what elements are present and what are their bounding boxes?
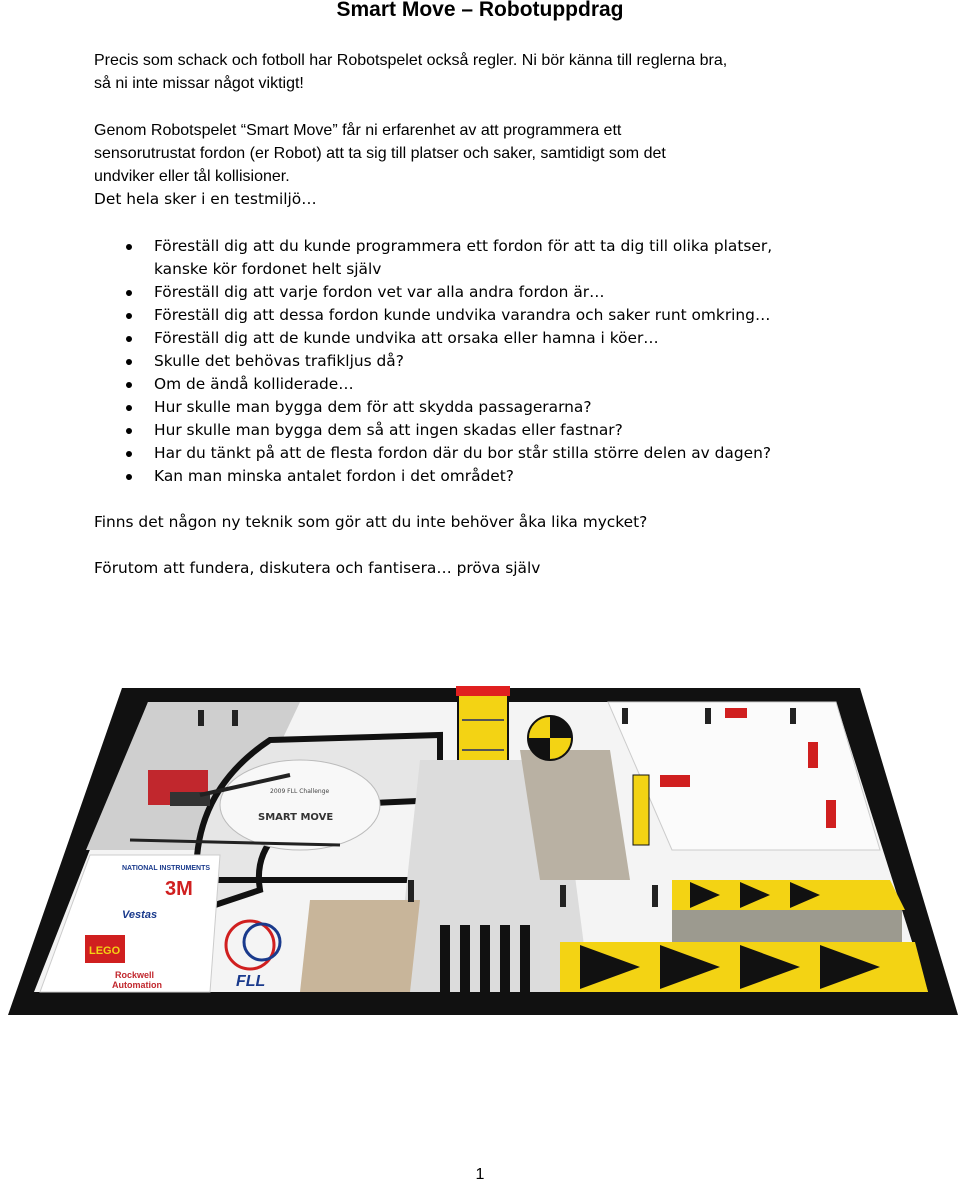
description-paragraph [94, 119, 874, 188]
page-title: Smart Move – Robotuppdrag [336, 0, 624, 21]
list-item: Kan man minska antalet fordon i det området? [94, 465, 934, 488]
list-item: Föreställ dig att varje fordon vet var alla andra fordon är… [94, 281, 934, 304]
yield-target [528, 716, 572, 760]
stone-strip [672, 910, 902, 942]
list-item: Föreställ dig att du kunde programmera ett fordon för att ta dig till olika platser, kanske kör fordonet helt själv [94, 235, 934, 281]
bullet-icon [126, 382, 132, 388]
bullet-icon [126, 244, 132, 250]
description-line-2: sensorutrustat fordon (er Robot) att ta sig till platser och saker, samtidigt som det [94, 145, 666, 162]
question-list [94, 235, 934, 488]
list-item: Föreställ dig att de kunde undvika att orsaka eller hamna i köer… [94, 327, 934, 350]
ni-logo-text: NATIONAL INSTRUMENTS [122, 865, 211, 872]
bullet-icon [126, 359, 132, 365]
bullet-icon [126, 474, 132, 480]
yellow-barrier [633, 775, 649, 845]
threem-logo-text: 3M [165, 878, 193, 900]
smart-move-label: SMART MOVE [258, 812, 334, 823]
bullet-icon [126, 428, 132, 434]
intro-paragraph [94, 49, 874, 95]
tech-question: Finns det någon ny teknik som gör att du inte behöver åka lika mycket? [94, 513, 648, 531]
rockwell-logo-text-2: Automation [112, 980, 162, 990]
list-item: Skulle det behövas trafikljus då? [94, 350, 934, 373]
bullet-icon [126, 313, 132, 319]
red-marker [826, 800, 836, 828]
bridge-red-end [456, 686, 510, 696]
bullet-icon [126, 451, 132, 457]
description-line-3: undviker eller tål kollisioner. [94, 168, 290, 185]
red-marker [808, 742, 818, 768]
red-marker [725, 708, 747, 718]
environment-line: Det hela sker i en testmiljö… [94, 190, 317, 208]
page-number: 1 [475, 1166, 485, 1183]
terrain-area [300, 900, 420, 992]
robot-mat-illustration [0, 680, 960, 1030]
list-item: Hur skulle man bygga dem för att skydda passagerarna? [94, 396, 934, 419]
intro-line-2: så ni inte missar något viktigt! [94, 75, 304, 92]
closing-line: Förutom att fundera, diskutera och fantisera… pröva själv [94, 559, 541, 577]
vestas-logo-text: Vestas [122, 909, 158, 921]
list-item: Föreställ dig att dessa fordon kunde undvika varandra och saker runt omkring… [94, 304, 934, 327]
bullet-icon [126, 290, 132, 296]
challenge-label: 2009 FLL Challenge [270, 788, 330, 795]
red-marker [660, 775, 690, 787]
list-item: Hur skulle man bygga dem så att ingen skadas eller fastnar? [94, 419, 934, 442]
rockwell-logo-text-1: Rockwell [115, 970, 155, 980]
lego-logo-text: LEGO [89, 945, 121, 957]
svg-text:FLL: FLL [236, 973, 266, 990]
bullet-icon [126, 405, 132, 411]
list-item: Om de ändå kolliderade… [94, 373, 934, 396]
list-item: Har du tänkt på att de flesta fordon där du bor står stilla större delen av dagen? [94, 442, 934, 465]
intro-line-1: Precis som schack och fotboll har Robotspelet också regler. Ni bör känna till reglerna bra, [94, 52, 728, 69]
description-line-1: Genom Robotspelet “Smart Move” får ni erfarenhet av att programmera ett [94, 122, 622, 139]
center-circle [220, 760, 380, 850]
bullet-icon [126, 336, 132, 342]
